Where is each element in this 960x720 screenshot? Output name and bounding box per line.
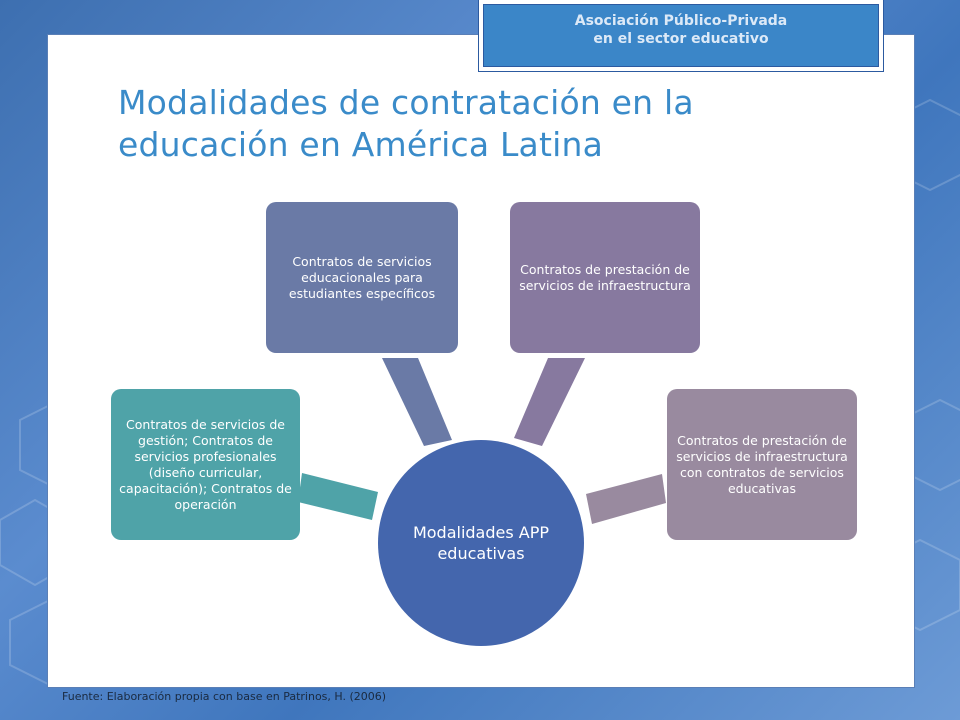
slide-title-line2: educación en América Latina (118, 125, 604, 164)
diagram-node-infrastructure (510, 202, 700, 353)
connector-right (586, 474, 666, 524)
diagram-center-node (378, 440, 584, 646)
connector-top-left (382, 358, 452, 446)
diagram-node-infrastructure-text: Contratos de prestación de servicios de infraestructura (519, 261, 691, 293)
diagram-node-management (111, 389, 300, 540)
diagram-node-educational (266, 202, 458, 353)
slide-title-line1: Modalidades de contratación en la (118, 83, 694, 122)
header-tab-line1: Asociación Público-Privada (574, 12, 788, 29)
diagram-center-text: Modalidades APP educativas (412, 523, 550, 563)
diagram-node-management-text: Contratos de servicios de gestión; Contratos de servicios profesionales (diseño curricular, capacitación); Contratos de operación (119, 416, 292, 512)
header-tab-line2: en el sector educativo (593, 30, 769, 47)
diagram-node-infrastructure-education (667, 389, 857, 540)
diagram-node-educational-text: Contratos de servicios educacionales para estudiantes específicos (288, 253, 436, 301)
source-note: Fuente: Elaboración propia con base en Patrinos, H. (2006) (62, 690, 387, 703)
connector-left (298, 473, 378, 520)
diagram-node-infrastructure-education-text: Contratos de prestación de servicios de infraestructura con contratos de servicios educativas (676, 432, 848, 496)
connector-top-right (514, 358, 585, 446)
